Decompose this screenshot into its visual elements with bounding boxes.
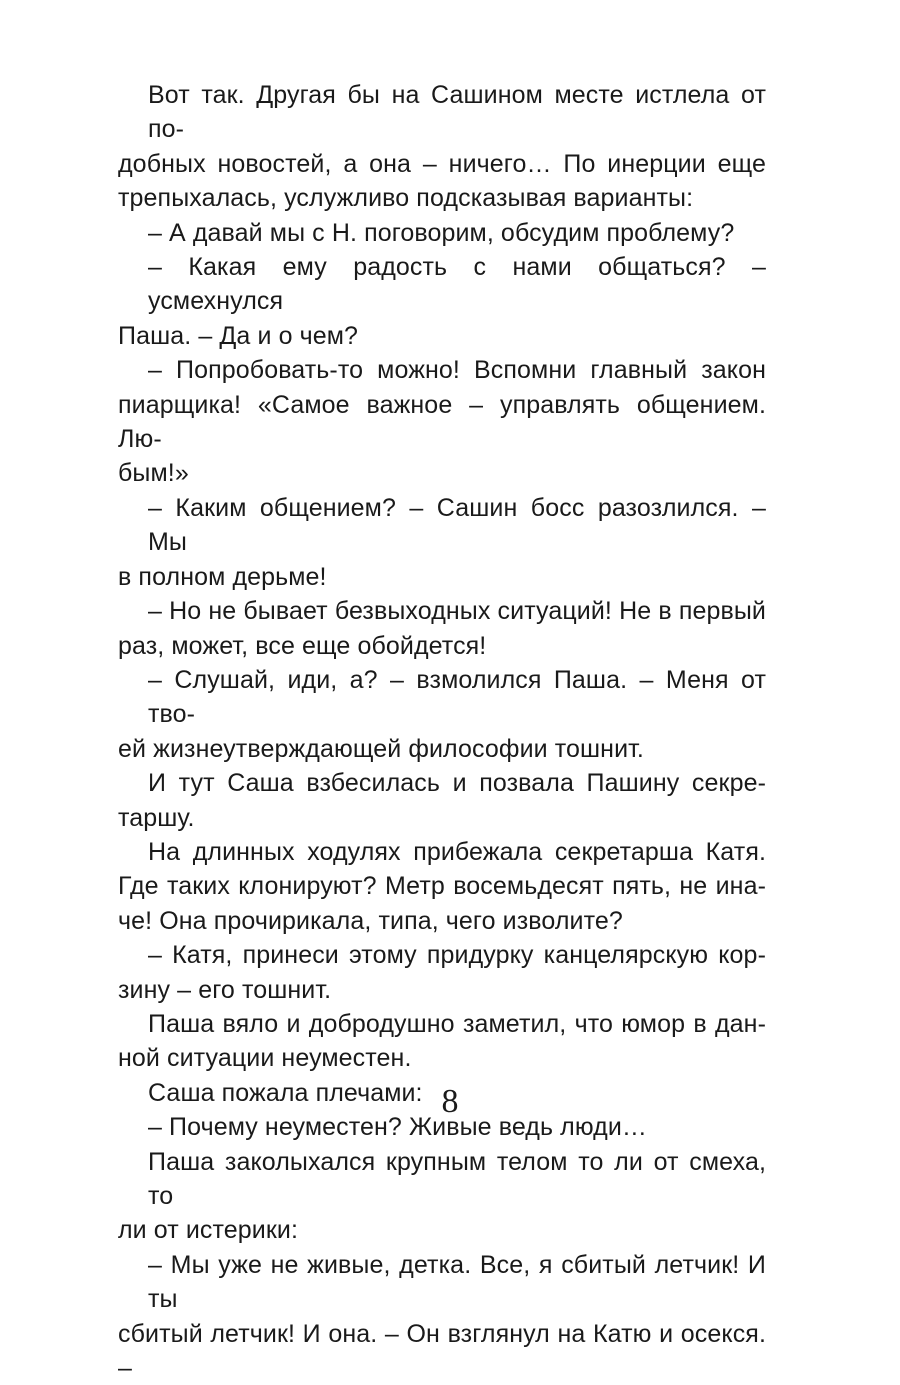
paragraph — [118, 491, 766, 594]
text-line: Вот так. Другая бы на Сашином месте истлела от по- — [148, 81, 766, 144]
text-line: зину – его тошнит. — [118, 975, 332, 1004]
text-line: Паша заколыхался крупным телом то ли от смеха, то — [148, 1147, 766, 1210]
text-line: – Мы уже не живые, детка. Все, я сбитый летчик! И ты — [148, 1250, 766, 1314]
text-line: – Но не бывает безвыходных ситуаций! Не в первый — [148, 597, 766, 626]
text-line: – Попробовать-то можно! Вспомни главный закон — [148, 356, 766, 385]
text-line: – Какая ему радость с нами общаться? – усмехнулся — [148, 253, 766, 316]
text-line: – Каким общением? – Сашин босс разозлился. – Мы — [148, 493, 766, 557]
text-line: таршу. — [118, 803, 195, 832]
text-line: трепыхалась, услужливо подсказывая варианты: — [118, 184, 694, 213]
page-body — [118, 78, 766, 1385]
text-line: На длинных ходулях прибежала секретарша Катя. — [148, 837, 766, 866]
text-line: – А давай мы с Н. поговорим, обсудим проблему? — [148, 218, 735, 247]
text-line: ной ситуации неуместен. — [118, 1044, 412, 1073]
page-number: 8 — [441, 1083, 459, 1120]
text-line: Саша пожала плечами: — [148, 1078, 423, 1107]
text-line: в полном дерьме! — [118, 562, 327, 591]
text-line: сбитый летчик! И она. – Он взглянул на Катю и осекся. – — [118, 1319, 766, 1383]
paragraph — [118, 1145, 766, 1248]
text-line: – Слушай, иди, а? – взмолился Паша. – Меня от тво- — [148, 665, 766, 729]
text-line: бым!» — [118, 459, 189, 488]
paragraph — [118, 1007, 766, 1076]
paragraph — [118, 938, 766, 1007]
paragraph — [118, 766, 766, 835]
paragraph — [118, 250, 766, 353]
paragraph — [118, 663, 766, 766]
text-line: Где таких клонируют? Метр восемьдесят пять, не ина- — [118, 872, 766, 901]
text-line: ей жизнеутверждающей философии тошнит. — [118, 734, 644, 763]
text-line: че! Она прочирикала, типа, чего изволите? — [118, 906, 623, 935]
text-line: Паша вяло и добродушно заметил, что юмор в дан- — [148, 1009, 766, 1038]
text-line: пиарщика! «Самое важное – управлять общением. Лю- — [118, 390, 766, 454]
text-line: – Почему неуместен? Живые ведь люди… — [148, 1113, 647, 1142]
text-line: ли от истерики: — [118, 1216, 299, 1245]
paragraph — [118, 216, 766, 250]
paragraph — [118, 353, 766, 491]
text-line: добных новостей, а она – ничего… По инерции еще — [118, 149, 766, 178]
text-line: раз, может, все еще обойдется! — [118, 631, 487, 660]
paragraph — [118, 835, 766, 938]
paragraph — [118, 78, 766, 216]
text-line: – Катя, принеси этому придурку канцелярскую кор- — [148, 941, 766, 970]
paragraph — [118, 594, 766, 663]
paragraph — [118, 1248, 766, 1385]
text-line: И тут Саша взбесилась и позвала Пашину секре- — [148, 769, 766, 798]
text-line: Паша. – Да и о чем? — [118, 321, 359, 350]
